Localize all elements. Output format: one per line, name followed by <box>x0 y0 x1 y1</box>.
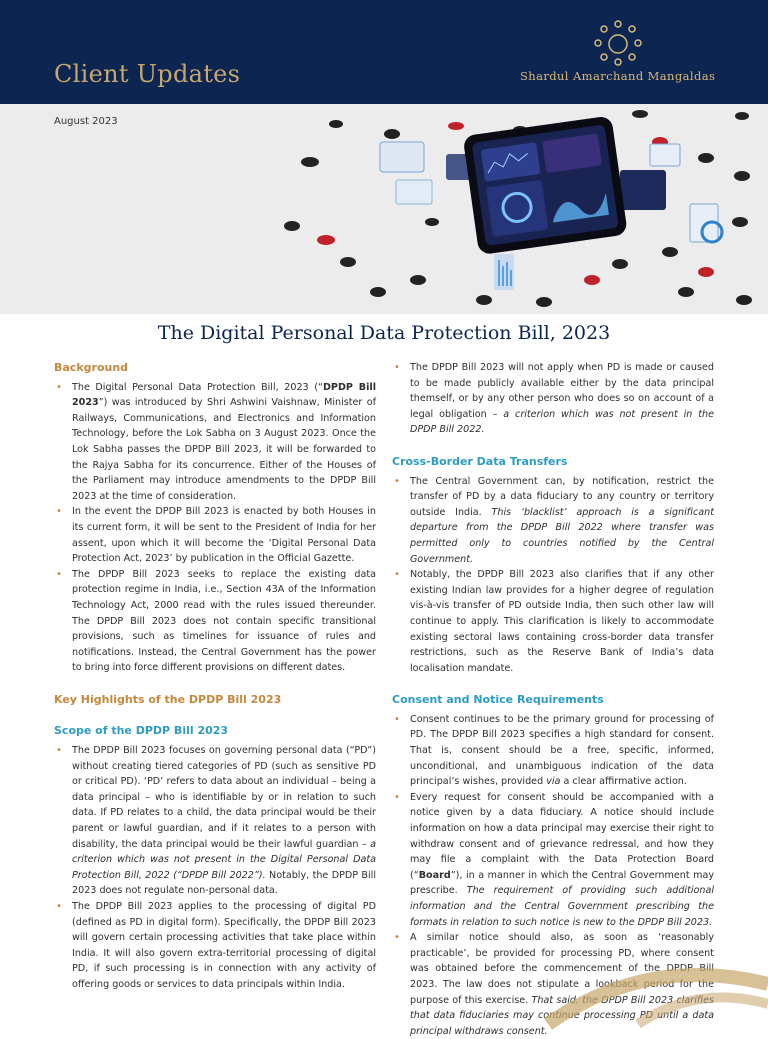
list-item: • The DPDP Bill 2023 applies to the processing of digital PD (defined as PD in digital form). Specifically, the DPDP Bill 2023 will govern certain processing activities that take place within India. It will also govern extra-territorial processing of digital PD, if such processing is in connection with any activity of offering goods or services to data principals within India. <box>54 899 376 993</box>
consent-item3-text: A similar notice should also, as soon as ‘reasonably practicable’, be provided for processing PD, where consent was obtained before the commencement of the DPDP Bill 2023. The law does not stipulate a lookback period for the purpose of this exercise. <box>410 932 714 1006</box>
background-heading: Background <box>54 361 129 374</box>
issue-date: August 2023 <box>54 116 118 127</box>
exclusion-italic: a criterion which was not present in the DPDP Bill 2022. <box>410 408 714 436</box>
scope-item1-italic: a criterion which was not present in the Digital Personal Data Protection Bill, 2022 (“DPDP Bill 2022”). <box>72 838 376 881</box>
hero-banner <box>0 104 768 314</box>
header-band <box>0 0 768 104</box>
phone-illustration <box>463 115 628 255</box>
consent-item3-italic: That said, the DPDP Bill 2023 clarifies that data fiduciaries may continue processing PD until a data principal withdraws consent. <box>410 994 714 1037</box>
firm-name: Shardul Amarchand Mangaldas <box>520 69 716 83</box>
consent-heading: Consent and Notice Requirements <box>392 693 604 707</box>
cross-border-list <box>392 474 714 677</box>
list-item <box>392 474 714 568</box>
hero-illustration <box>0 104 768 314</box>
scope-list <box>54 743 376 993</box>
exclusion-text: The DPDP Bill 2023 will not apply when PD is made or caused to be made publicly available either by the data principal themself, or by any other person who does so on account of a legal obligation – <box>410 362 714 420</box>
consent-item1-text: Consent continues to be the primary ground for processing of PD. The DPDP Bill 2023 specifies a high standard for consent. That is, consent should be a free, specific, informed, unconditional, and unambiguous indication of the data principal’s wishes, provided <box>410 713 714 788</box>
left-column <box>54 360 376 993</box>
list-item: • Every request for consent should be accompanied with a notice given by a data fiduciary. A notice should include information on how a data principal may exercise their right to withdraw consent and of grievance redressal, and how they may file a complaint with the Data Protection Board (“Board”), in a manner in which the Central Government may prescribe. The requirement of providing such additional information and the Central Government prescribing the formats in relation to such notice is new to the DPDP Bill 2023. <box>392 790 714 930</box>
scope-item1-tail: Notably, the DPDP Bill 2023 does not regulate non-personal data. <box>72 869 376 897</box>
consent-item1-italic: via <box>546 776 561 788</box>
list-item <box>392 360 714 438</box>
list-item <box>392 712 714 790</box>
sun-logo-icon <box>588 14 648 70</box>
highlights-heading: Key Highlights of the DPDP Bill 2023 <box>54 692 282 706</box>
decorative-swirl <box>528 964 768 1024</box>
cross-item1-text: The Central Government can, by notification, restrict the transfer of PD by a data fiduciary to any country or territory outside India. <box>410 475 714 518</box>
list-item: • The DPDP Bill 2023 seeks to replace the existing data protection regime in India, i.e., Section 43A of the Information Technology Act, 2000 read with the rules issued thereunder. The DPDP Bill 2023 does not contain specific transitional provisions, such as timelines for issuance of rules and notifications. Instead, the Central Government has the power to bring into force different provisions on different dates. <box>54 567 376 676</box>
scope-heading: Scope of the DPDP Bill 2023 <box>54 724 229 738</box>
cross-item1-italic: This ‘blacklist’ approach is a significant departure from the DPDP Bill 2022 where transfer was permitted only to countries notified by the Central Government. <box>410 506 714 565</box>
document-title: The Digital Personal Data Protection Bill, 2023 <box>157 322 611 344</box>
list-item <box>54 743 376 899</box>
list-item: • In the event the DPDP Bill 2023 is enacted by both Houses in its current form, it will be sent to the President of India for her assent, upon which it will become the ‘Digital Personal Data Protection Act, 2023’ by publication in the Official Gazette. <box>54 504 376 566</box>
right-column <box>392 360 714 1039</box>
publication-title: Client Updates <box>54 60 241 88</box>
list-item: • The Digital Personal Data Protection Bill, 2023 (“DPDP Bill 2023”) was introduced by Shri Ashwini Vaishnaw, Minister of Railways, Communications, and Electronics and Information Technology, before the Lok Sabha on 3 August 2023. Once the Lok Sabha passes the DPDP Bill 2023, it will be forwarded to the Rajya Sabha for its concurrence. Either of the Houses of the Parliament may introduce amendments to the DPDP Bill 2023 at the time of consideration. <box>54 380 376 505</box>
list-item: • Notably, the DPDP Bill 2023 also clarifies that if any other existing Indian law provides for a higher degree of regulation vis-à-vis transfer of PD outside India, then such other law will continue to apply. This clarification is likely to accommodate existing sectoral laws containing cross-border data transfer restrictions, such as the Reserve Bank of India’s data localisation mandate. <box>392 567 714 676</box>
consent-item2-italic: The requirement of providing such additional information and the Central Government prescribing the formats in relation to such notice is new to the DPDP Bill 2023. <box>410 885 714 928</box>
consent-item1-tail: a clear affirmative action. <box>560 776 687 788</box>
scope-list-continued <box>392 360 714 438</box>
background-list <box>54 380 376 676</box>
cross-border-heading: Cross-Border Data Transfers <box>392 454 568 468</box>
scope-item1-text: The DPDP Bill 2023 focuses on governing personal data (“PD”) without creating tiered categories of PD (such as sensitive PD or critical PD). ‘PD’ refers to data about an individual – being a data principal – who is identifiable by or in relation to such data. If PD relates to a child, the data principal would be their parent or lawful guardian, and if it relates to a person with disability, the data principal would be their lawful guardian – <box>72 745 376 850</box>
